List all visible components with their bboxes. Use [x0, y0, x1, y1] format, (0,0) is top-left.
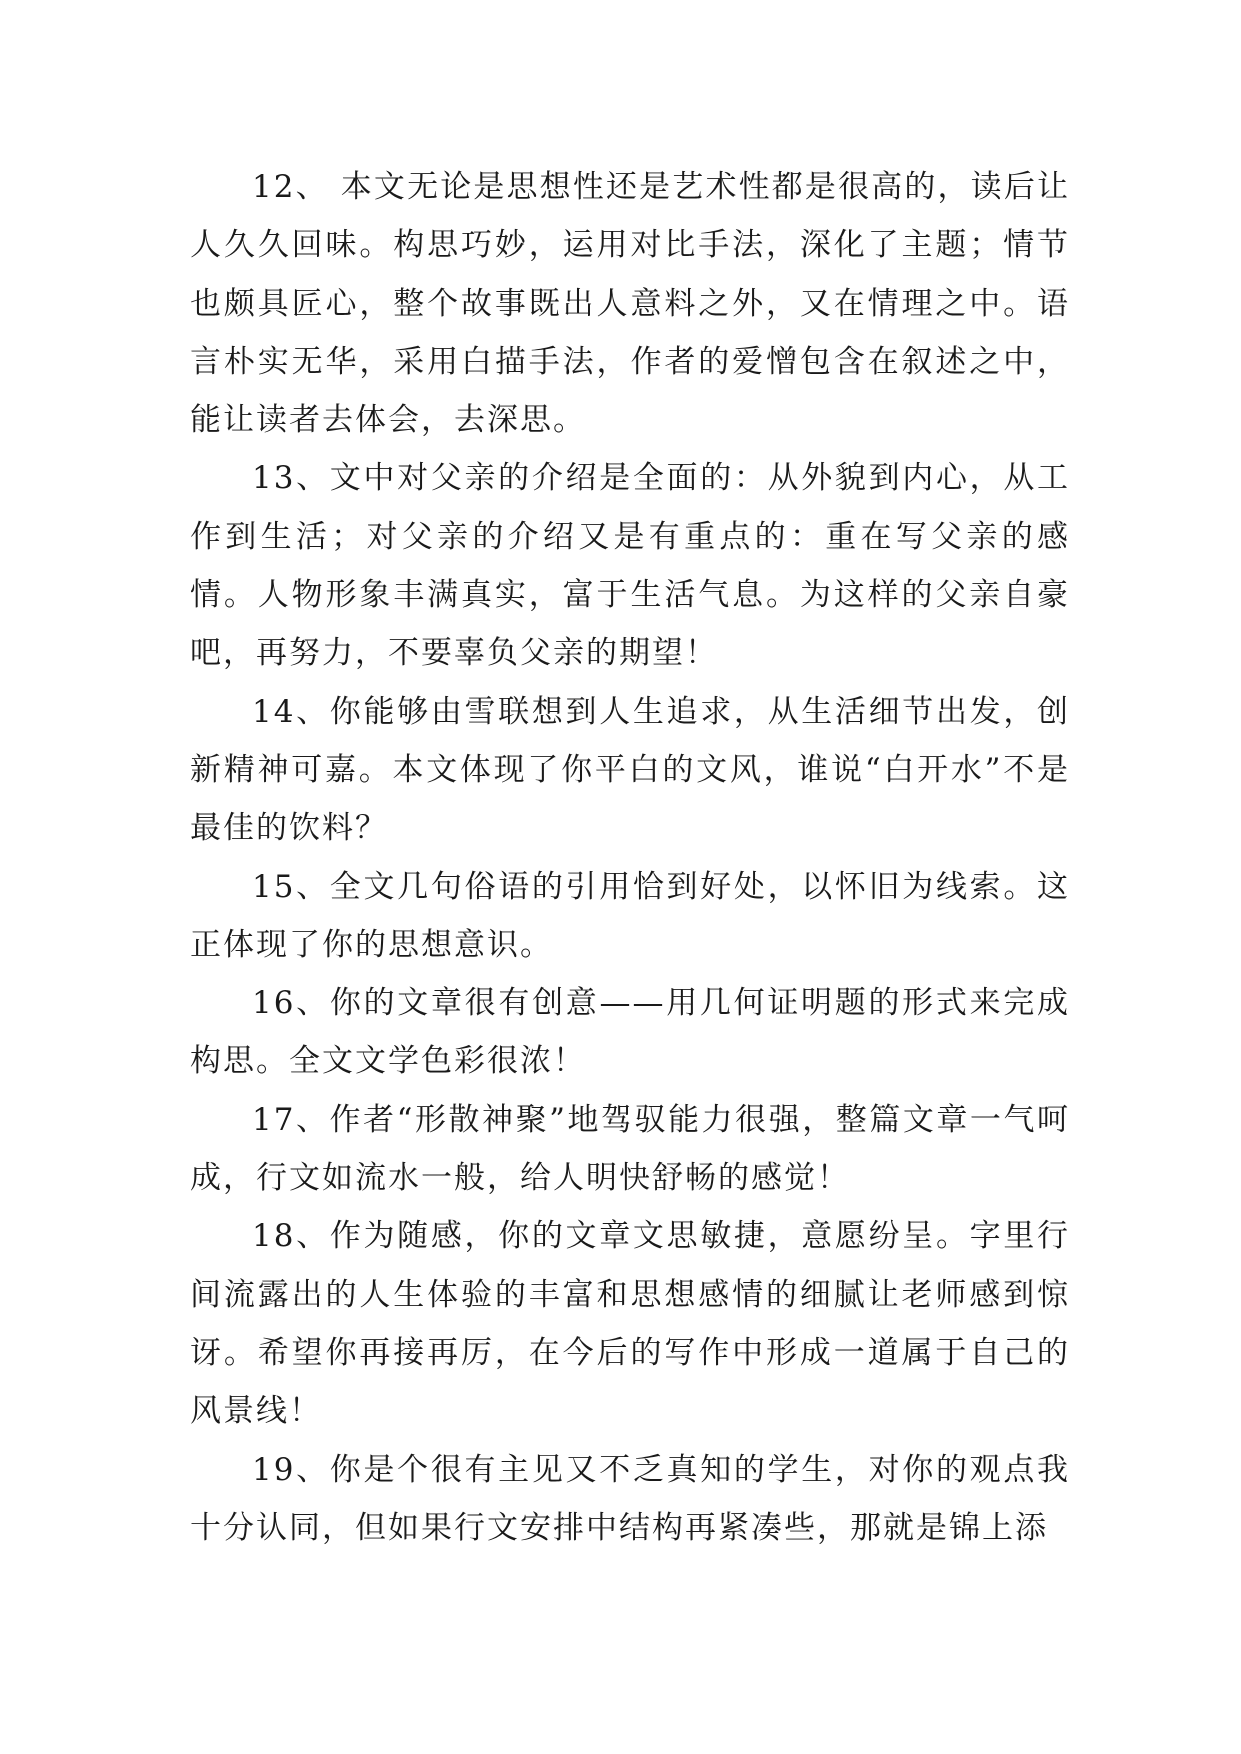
comment-paragraph-15: 15、全文几句俗语的引用恰到好处，以怀旧为线索。这正体现了你的思想意识。 [190, 868, 1070, 963]
comment-paragraph-17: 17、作者“形散神聚”地驾驭能力很强，整篇文章一气呵成，行文如流水一般，给人明快舒畅的感觉！ [190, 1101, 1070, 1197]
comment-paragraph-13: 13、文中对父亲的介绍是全面的：从外貌到内心，从工作到生活；对父亲的介绍又是有重点的：重在写父亲的感情。人物形象丰满真实，富于生活气息。为这样的父亲自豪吧，再努力，不要辜负父亲的期望！ [190, 460, 1070, 672]
document-body [190, 158, 1070, 1557]
comment-paragraph-12: 12、 本文无论是思想性还是艺术性都是很高的，读后让人久久回味。构思巧妙，运用对比手法，深化了主题；情节也颇具匠心，整个故事既出人意料之外，又在情理之中。语言朴实无华，采用白描手法，作者的爱憎包含在叙述之中，能让读者去体会，去深思。 [190, 169, 1070, 439]
comment-paragraph-16: 16、你的文章很有创意——用几何证明题的形式来完成构思。全文文学色彩很浓！ [190, 985, 1070, 1080]
comment-paragraph-18: 18、作为随感，你的文章文思敏捷，意愿纷呈。字里行间流露出的人生体验的丰富和思想感情的细腻让老师感到惊讶。希望你再接再厉，在今后的写作中形成一道属于自己的风景线！ [190, 1218, 1070, 1430]
comment-paragraph-19: 19、你是个很有主见又不乏真知的学生，对你的观点我十分认同，但如果行文安排中结构再紧凑些，那就是锦上添 [190, 1451, 1070, 1546]
comment-paragraph-14: 14、你能够由雪联想到人生追求，从生活细节出发，创新精神可嘉。本文体现了你平白的文风，谁说“白开水”不是最佳的饮料？ [190, 693, 1070, 847]
